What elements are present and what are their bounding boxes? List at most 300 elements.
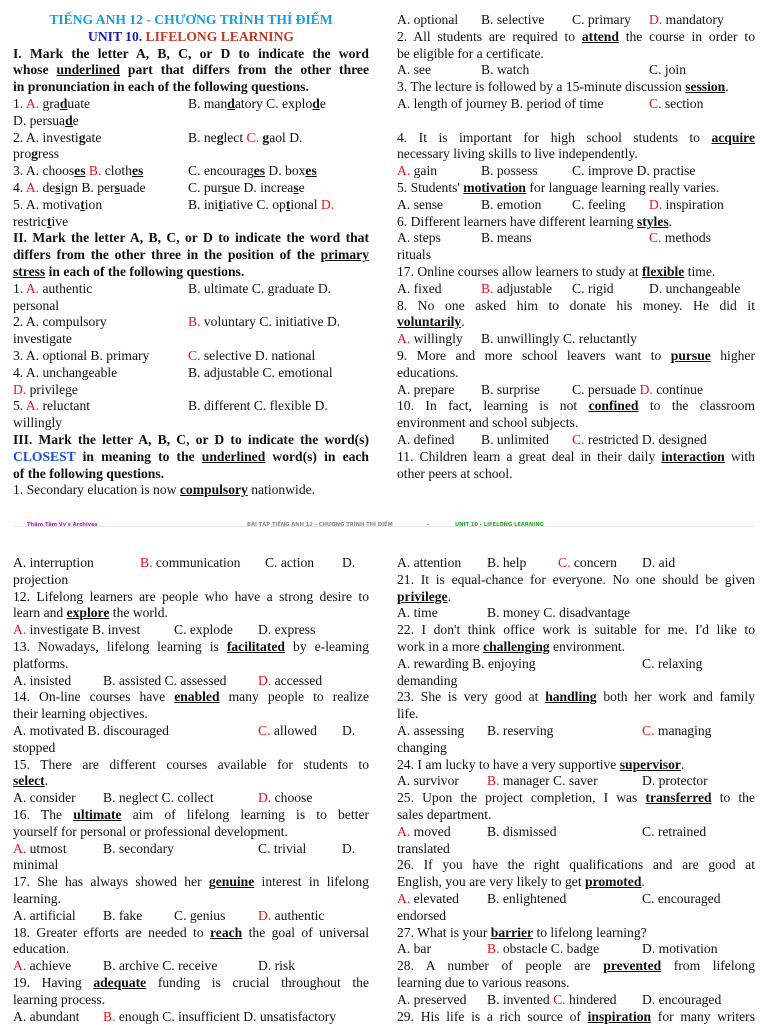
justified-text-line	[397, 398, 755, 415]
text-line	[397, 975, 755, 992]
answer-option	[397, 656, 536, 673]
answer-letter: D.	[649, 12, 663, 27]
text-line	[13, 415, 369, 432]
text-run: 5. A. motiva	[13, 196, 81, 212]
text-run: B. emotion	[481, 196, 542, 212]
text-run: interest in lifelong	[254, 874, 370, 890]
text-run: 15. There are different courses available for students to	[13, 756, 369, 772]
answer-options-line	[397, 12, 755, 29]
answer-option	[13, 790, 76, 807]
justified-text-line	[397, 449, 755, 466]
text-run: A. optional	[397, 12, 459, 27]
answer-options-line	[13, 622, 369, 639]
text-run: A. see	[397, 62, 431, 78]
answer-options-line	[397, 163, 755, 180]
answer-letter: B.	[103, 1008, 116, 1024]
underlined-keyword: g	[31, 146, 38, 162]
underlined-keyword: underlined	[56, 62, 120, 78]
text-run: D.	[342, 555, 356, 570]
justified-text-line	[13, 46, 369, 63]
text-line	[397, 264, 755, 281]
text-run: methods	[661, 230, 711, 246]
text-run: sales department.	[397, 806, 492, 822]
underlined-keyword: t	[80, 196, 85, 212]
justified-text-line	[397, 857, 755, 874]
text-run: D.	[342, 840, 356, 856]
justified-text-line	[13, 639, 369, 656]
text-run: higher	[710, 347, 755, 363]
text-run: atory C. explo	[234, 95, 313, 111]
text-run: D.	[342, 722, 356, 738]
text-run: manager C. saver	[499, 773, 598, 789]
underlined-keyword: inspiration	[587, 1008, 652, 1024]
unit-heading	[13, 29, 369, 46]
text-run: .	[44, 773, 49, 789]
text-run: B. man	[188, 95, 228, 111]
answer-option	[13, 622, 140, 639]
answer-option	[103, 958, 217, 975]
answer-letter: A.	[25, 95, 40, 111]
text-run: A. defined	[397, 431, 455, 447]
document-title: TIẾNG ANH 12 - CHƯƠNG TRÌNH THÍ ĐIỂM	[49, 12, 333, 27]
text-line	[397, 740, 755, 757]
text-run: for language learning really varies.	[525, 179, 720, 195]
text-run: in each of the following questions.	[45, 263, 245, 279]
underlined-keyword: attend	[581, 28, 619, 44]
answer-letter: C.	[642, 722, 655, 738]
footer-separator: -	[427, 522, 430, 528]
exercise-lines	[13, 46, 369, 500]
answer-options-line	[13, 197, 369, 214]
text-line	[13, 572, 369, 589]
answer-letter: D.	[13, 381, 27, 397]
text-run: A. assessing	[397, 722, 465, 738]
text-run: allowed	[270, 722, 317, 738]
text-run: ress	[37, 146, 60, 162]
answer-letter: B.	[88, 163, 102, 179]
unit-name: LIFELONG LEARNING	[142, 28, 294, 44]
text-run: aol D.	[269, 129, 303, 145]
underlined-keyword: promoted	[585, 874, 642, 890]
text-run: 10. In fact, learning is not	[397, 398, 589, 414]
underlined-keyword: select	[13, 773, 45, 789]
justified-text-line	[13, 247, 369, 264]
answer-option	[642, 773, 708, 790]
text-run: nationwide.	[247, 482, 316, 498]
answer-options-line	[397, 824, 755, 841]
answer-letter: A.	[397, 890, 411, 906]
text-run: their learning objectives.	[13, 706, 148, 722]
answer-option	[13, 723, 169, 740]
answer-option	[258, 673, 322, 690]
justified-text-line	[397, 348, 755, 365]
text-line	[13, 466, 369, 483]
text-run: 1.	[13, 280, 26, 296]
footer-document: BÀI TẬP TIẾNG ANH 12 - CHƯƠNG TRÌNH THÍ ĐIỂM	[247, 522, 393, 528]
answer-options-line	[13, 96, 369, 113]
underlined-keyword: flexible	[642, 263, 685, 279]
answer-option	[397, 723, 464, 740]
text-line	[13, 773, 369, 790]
answer-options-line	[13, 130, 369, 147]
answer-option	[103, 908, 142, 925]
answer-option	[481, 281, 552, 298]
answer-options-line	[397, 382, 755, 399]
answer-option	[558, 555, 617, 572]
text-run: enough C. insufficient D. unsatisfactory	[115, 1008, 337, 1024]
text-run: rituals	[397, 247, 431, 263]
unit-number: UNIT 10.	[88, 28, 143, 44]
answer-option	[13, 130, 101, 147]
answer-option	[13, 673, 71, 690]
text-run: authentic	[39, 280, 93, 296]
text-run: learning process.	[13, 991, 106, 1007]
text-run: 4.	[13, 179, 26, 195]
answer-option	[642, 891, 721, 908]
text-run: aim of lifelong learning is to better	[121, 806, 370, 822]
answer-option	[481, 12, 544, 29]
text-run: concern	[570, 555, 617, 570]
text-line	[397, 874, 755, 891]
text-run: in pronunciation in each of the following questions.	[13, 79, 309, 95]
answer-options-line	[13, 723, 369, 740]
text-line	[397, 639, 755, 656]
answer-option	[397, 96, 604, 113]
justified-text-line	[397, 790, 755, 807]
justified-text-line	[13, 689, 369, 706]
answer-option	[188, 348, 315, 365]
answer-letter: B.	[487, 941, 500, 957]
text-run: 28. A number of people are	[397, 958, 604, 974]
answer-option	[481, 197, 541, 214]
text-run: 5.	[13, 398, 26, 414]
text-run: 25. Upon the project completion, I was	[397, 790, 646, 806]
text-run: A. insisted	[13, 672, 72, 688]
answer-option	[397, 891, 459, 908]
text-run: 23. She is very good at	[397, 689, 546, 705]
text-run: inspiration	[662, 196, 724, 212]
text-run: many people to realize	[219, 689, 369, 705]
text-run: restric	[13, 213, 47, 229]
justified-text-line	[13, 874, 369, 891]
answer-option	[397, 197, 443, 214]
justified-text-line	[397, 29, 755, 46]
answer-option	[649, 12, 724, 29]
blank-line	[397, 113, 755, 130]
answer-option	[397, 62, 431, 79]
text-run: B. ne	[188, 129, 217, 145]
underlined-keyword: confined	[588, 398, 639, 414]
answer-letter: C.	[558, 555, 571, 570]
justified-text-line	[397, 958, 755, 975]
answer-options-line	[13, 908, 369, 925]
text-run: D. persua	[13, 112, 66, 128]
answer-option	[13, 1009, 79, 1025]
answer-options-line	[13, 398, 369, 415]
text-run: 5. Students'	[397, 179, 464, 195]
page-2	[0, 540, 768, 1024]
answer-option	[487, 824, 557, 841]
answer-option	[188, 130, 302, 147]
answer-letter: C.	[553, 991, 566, 1007]
text-run: A. attention	[397, 555, 462, 570]
underlined-keyword: stress	[13, 263, 46, 279]
text-run: willingly	[13, 415, 63, 431]
answer-option	[13, 555, 94, 572]
answer-option	[397, 824, 451, 841]
text-run: 17. She has always showed her	[13, 874, 209, 890]
text-run: 13. Nowadays, lifelong learning is	[13, 638, 227, 654]
answer-letter: A.	[397, 823, 411, 839]
answer-option	[397, 432, 454, 449]
answer-options-line	[13, 163, 369, 180]
answer-options-line	[397, 331, 755, 348]
text-run: personal	[13, 297, 60, 313]
answer-option	[103, 673, 226, 690]
text-line	[13, 113, 369, 130]
text-run: C. encouraged	[642, 890, 721, 906]
answer-option	[487, 773, 598, 790]
answer-option	[481, 432, 549, 449]
answer-letter: D.	[649, 196, 663, 212]
answer-option	[481, 331, 637, 348]
answer-option	[13, 348, 149, 365]
underlined-keyword: t	[218, 196, 223, 212]
text-line	[13, 382, 369, 399]
text-run: selective D. national	[200, 347, 316, 363]
text-run: A. sense	[397, 196, 444, 212]
text-run: pro	[13, 146, 32, 162]
answer-option	[258, 841, 306, 858]
answer-option	[487, 605, 630, 622]
answer-option	[642, 555, 675, 572]
text-run: iative C. op	[222, 196, 286, 212]
text-run: ate	[85, 129, 102, 145]
text-line	[13, 605, 369, 622]
underlined-keyword: g	[78, 129, 86, 145]
text-run: 12. Lifelong learners are people who have a strong desire to	[13, 588, 369, 604]
text-line	[13, 146, 369, 163]
answer-option	[487, 723, 553, 740]
page-1-left-column	[13, 12, 369, 499]
text-run: be eligible for a certificate.	[397, 45, 544, 61]
text-run: gra	[39, 95, 60, 111]
text-run: choose	[271, 790, 313, 806]
answer-letter: C.	[649, 230, 662, 246]
answer-options-line	[13, 790, 369, 807]
underlined-keyword: pursue	[670, 347, 711, 363]
underlined-keyword: reach	[210, 924, 243, 940]
answer-options-line	[397, 96, 755, 113]
text-run: whose	[13, 62, 57, 78]
answer-option	[397, 281, 442, 298]
underlined-keyword: es	[131, 163, 144, 179]
text-line	[397, 214, 755, 231]
justified-text-line	[13, 757, 369, 774]
text-run: B. neglect C. collect	[103, 790, 214, 806]
text-run: of the following questions.	[13, 465, 165, 481]
justified-text-line	[13, 449, 369, 466]
underlined-keyword: g	[262, 129, 270, 145]
text-run: yourself for personal or professional development.	[13, 823, 288, 839]
text-run: elevated	[410, 890, 459, 906]
text-run: 1.	[13, 95, 26, 111]
text-run: A. rewarding B. enjoying	[397, 655, 536, 671]
answer-option	[265, 555, 314, 572]
answer-letter: A.	[25, 398, 40, 414]
text-run: B. means	[481, 230, 532, 246]
text-line	[13, 824, 369, 841]
answer-options-line	[397, 432, 755, 449]
text-line	[397, 415, 755, 432]
answer-options-line	[397, 555, 755, 572]
underlined-keyword: d	[59, 95, 68, 111]
text-run: investigate	[13, 331, 72, 347]
text-run: work in a more	[397, 638, 484, 654]
underlined-keyword: s	[55, 179, 61, 195]
answer-options-line	[13, 841, 369, 858]
text-run: D. risk	[258, 958, 296, 974]
answer-option	[13, 841, 67, 858]
answer-option	[649, 62, 686, 79]
underlined-keyword: barrier	[490, 924, 534, 940]
text-run: 26. If you have the right qualifications and are good at	[397, 857, 755, 873]
answer-options-line	[13, 673, 369, 690]
text-run: 24. I am lucky to have a very supportive	[397, 756, 620, 772]
answer-option	[481, 382, 540, 399]
footer-unit: UNIT 10 - LIFELONG LEARNING	[455, 522, 544, 528]
answer-option	[103, 841, 174, 858]
text-line	[397, 365, 755, 382]
text-run: 2. A. compulsory	[13, 314, 107, 330]
answer-option	[572, 281, 614, 298]
answer-letter: A.	[25, 179, 40, 195]
text-run: B. surprise	[481, 381, 540, 397]
text-run: 18. Greater efforts are needed to	[13, 924, 211, 940]
text-line	[397, 706, 755, 723]
underlined-keyword: supervisor	[619, 756, 681, 772]
text-run: funding is crucial throughout the	[146, 974, 370, 990]
text-run: investigate B. invest	[26, 622, 141, 638]
text-run: projection	[13, 571, 69, 587]
text-run: 3. A. choos	[13, 163, 75, 179]
text-run: reluctant	[39, 398, 91, 414]
text-run: B. unlimited	[481, 431, 549, 447]
answer-option	[342, 555, 355, 572]
answer-letter: C.	[572, 431, 585, 447]
answer-option	[13, 958, 71, 975]
answer-option	[13, 314, 107, 331]
text-run: for many writers	[651, 1008, 755, 1024]
answer-option	[103, 1009, 336, 1025]
answer-options-line	[397, 605, 755, 622]
text-line	[13, 857, 369, 874]
text-run: ign B. per	[60, 179, 115, 195]
text-run: B. reserving	[487, 722, 554, 738]
answer-option	[572, 197, 626, 214]
text-run: .	[725, 79, 729, 95]
text-line	[397, 247, 755, 264]
answer-option	[342, 723, 355, 740]
answer-option	[188, 96, 326, 113]
text-run: to the classroom	[638, 398, 755, 414]
underlined-keyword: explore	[66, 605, 110, 621]
text-run: e	[298, 179, 305, 195]
answer-options-line	[13, 348, 369, 365]
text-line	[13, 298, 369, 315]
text-run: achieve	[26, 958, 72, 974]
text-run: continue	[652, 381, 704, 397]
text-run: to lifelong learning?	[533, 924, 647, 940]
text-run: C. persuade	[572, 381, 640, 397]
text-run: platforms.	[13, 655, 69, 671]
text-run: ue D. increa	[227, 179, 294, 195]
answer-option	[13, 908, 76, 925]
answer-option	[397, 382, 454, 399]
underlined-keyword: motivation	[463, 179, 526, 195]
text-run: 3. A. optional B. primary	[13, 347, 150, 363]
text-run: 17. Online courses allow learners to study at	[397, 263, 643, 279]
answer-option	[649, 96, 703, 113]
text-run: D. unchangeable	[649, 280, 741, 296]
answer-option	[188, 398, 328, 415]
text-run: in meaning to the	[75, 448, 202, 464]
answer-letter: D.	[258, 672, 272, 688]
answer-option	[572, 12, 631, 29]
text-run: 2. A. investi	[13, 129, 79, 145]
answer-letter: D.	[258, 790, 272, 806]
answer-options-line	[397, 281, 755, 298]
answer-option	[397, 555, 461, 572]
text-run: I. Mark the letter A, B, C, or D to indicate the word	[13, 45, 369, 61]
text-run: D. express	[258, 622, 316, 638]
underlined-keyword: privilege	[397, 588, 448, 604]
answer-option	[258, 622, 315, 639]
text-run: B. fake	[103, 907, 143, 923]
text-run: A. bar	[397, 941, 431, 957]
justified-text-line	[13, 925, 369, 942]
answer-option	[397, 163, 437, 180]
answer-option	[13, 281, 92, 298]
answer-option	[487, 555, 526, 572]
underlined-keyword: voluntarily	[397, 314, 462, 330]
text-line	[397, 314, 755, 331]
text-run: from lifelong	[661, 958, 755, 974]
text-run: 29. His life is a rich source of	[397, 1008, 588, 1024]
footer-divider	[13, 526, 755, 527]
answer-options-line	[13, 1009, 369, 1025]
text-run: 21. It is equal-chance for everyone. No one should be given	[397, 571, 755, 587]
text-run: English, you are very likely to get	[397, 874, 586, 890]
text-run: time.	[684, 263, 716, 279]
text-run: III. Mark the letter A, B, C, or D to indicate the word(s)	[13, 431, 369, 447]
text-run: B. invented	[487, 991, 554, 1007]
justified-text-line	[13, 589, 369, 606]
text-run: 19. Having	[13, 974, 94, 990]
text-run: accessed	[271, 672, 323, 688]
text-run: D. protector	[642, 773, 708, 789]
answer-letter: D.	[639, 381, 653, 397]
text-line	[397, 757, 755, 774]
answer-options-line	[13, 281, 369, 298]
answer-letter: C.	[649, 95, 662, 111]
text-run: cloth	[101, 163, 132, 179]
text-run: mandatory	[662, 12, 724, 27]
text-run: B. selective	[481, 12, 545, 27]
text-run: minimal	[13, 857, 59, 873]
text-run: B. enlightened	[487, 890, 567, 906]
text-run: environment and school subjects.	[397, 415, 579, 431]
